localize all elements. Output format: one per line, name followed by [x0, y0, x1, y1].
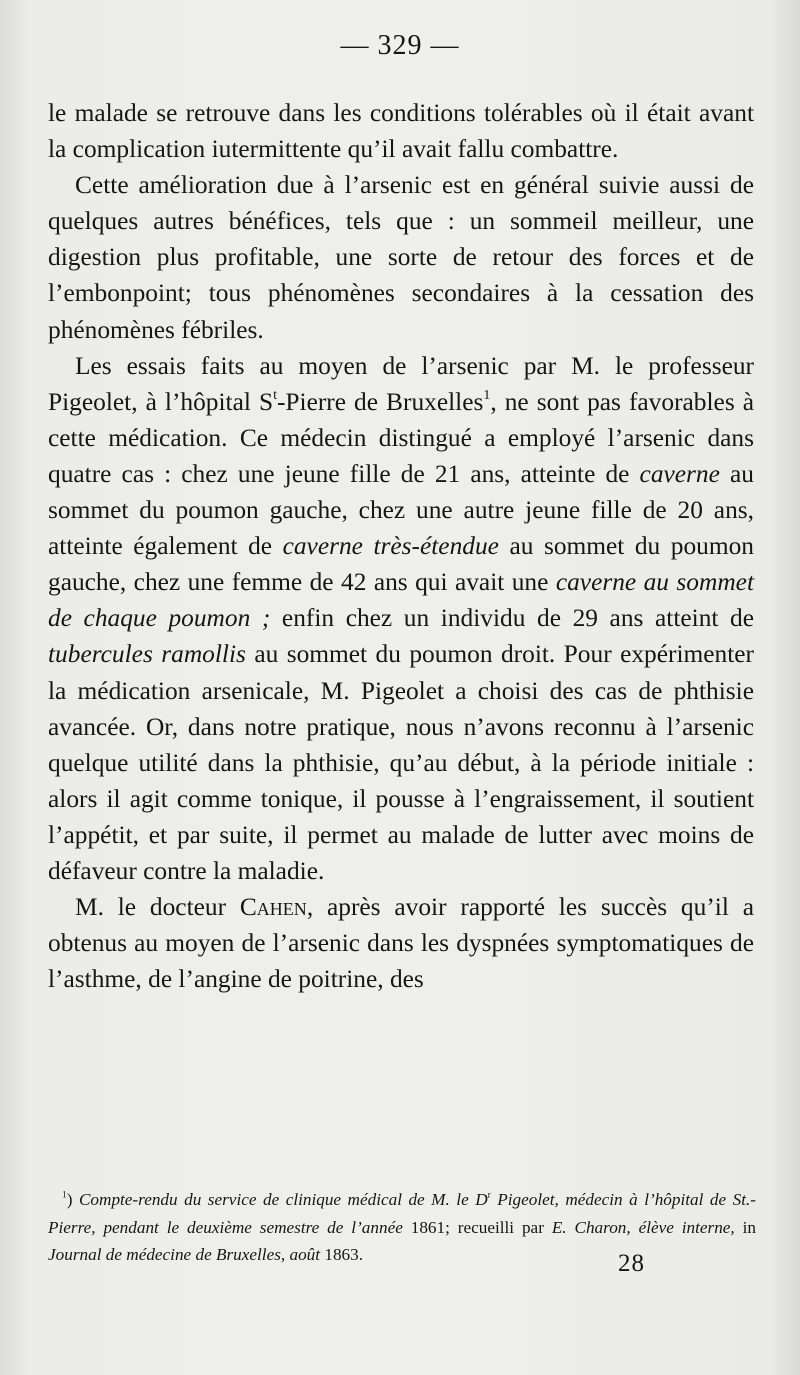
signature-mark: 28: [618, 1250, 645, 1277]
p3-text: -Pierre de Bruxelles: [276, 387, 484, 416]
paragraph-2: Cette amélioration due à l’arsenic est en général suivie aussi de quelques autres bénéfices, tels que : un sommeil meilleur, une digestion plus profitable, une sorte de retour des forces et de l’embonpoint; tous phénomènes secondaires à la cessation des phénomènes fébriles.: [48, 171, 754, 344]
footnote-text: Pigeolet, médecin à l’hôpital de St.-Pierre, pendant le deuxième semestre de l’année: [48, 1190, 757, 1237]
saint-abbrev-superscript: t: [273, 387, 277, 403]
p3-text: , ne sont pas favorables à cette médication. Ce médecin distingué a employé l’arsenic dans quatre cas : chez une jeune fille de 21 ans, atteinte de: [48, 387, 754, 488]
p4-text: , après avoir rapporté les succès qu’il a obtenus au moyen de l’arsenic dans les dyspnées symptomatiques de l’asthme, de l’angine de poitrine, des: [48, 893, 754, 994]
p3-text: au sommet du poumon gauche, chez une femme de 42 ans qui avait une: [48, 532, 754, 597]
footnote-year: 1861: [410, 1217, 446, 1237]
italic-term: caverne au sommet de chaque poumon ;: [48, 568, 754, 633]
italic-term: caverne très-étendue: [282, 532, 499, 561]
footnote-text: Compte-rendu du service de clinique médical de M. le D: [78, 1190, 488, 1209]
paragraph-3: [48, 348, 754, 889]
p3-text: enfin chez un individu de 29 ans atteint de: [270, 604, 754, 633]
footnote-text: in: [734, 1217, 756, 1237]
italic-term: caverne: [639, 459, 720, 488]
footnote-year: 1863.: [320, 1245, 364, 1264]
p3-text: Les essais faits au moyen de l’arsenic par M. le professeur Pigeolet, à l’hôpital S: [48, 351, 754, 416]
page-number: — 329 —: [340, 30, 460, 61]
paragraph-4: [48, 889, 754, 997]
footnote: [48, 1186, 756, 1269]
italic-term: tubercules ramollis: [48, 640, 246, 669]
footnote-reference: 1: [483, 387, 491, 403]
paragraph-1: le malade se retrouve dans les conditions tolérables où il était avant la complication iutermittente qu’il avait fallu combattre.: [48, 99, 754, 164]
footnote-text: E. Charon, élève interne,: [551, 1217, 735, 1237]
footnote-superscript: r: [487, 1190, 491, 1201]
p3-text: au sommet du poumon gauche, chez une autre jeune fille de 20 ans, atteinte également de: [48, 459, 754, 561]
footnote-mark: $^1$): [62, 1190, 73, 1209]
p3-text: au sommet du poumon droit. Pour expérimenter la médication arsenicale, M. Pigeolet a choisi des cas de phthisie avancée. Or, dans notre pratique, nous n’avons reconnu à l’arsenic quelque utilité dans la phthisie, qu’au début, à la période initiale : alors il agit comme tonique, il pousse à l’engraissement, il soutient l’appétit, et par suite, il permet au malade de lutter avec moins de défaveur contre la maladie.: [48, 640, 755, 885]
author-name-small-caps: Cahen: [239, 893, 307, 922]
footnote-journal: Journal de médecine de Bruxelles, août: [48, 1245, 321, 1264]
p4-text: M. le docteur: [75, 893, 240, 922]
body-text: [48, 95, 754, 997]
footnote-text: ; recueilli par: [445, 1217, 552, 1237]
